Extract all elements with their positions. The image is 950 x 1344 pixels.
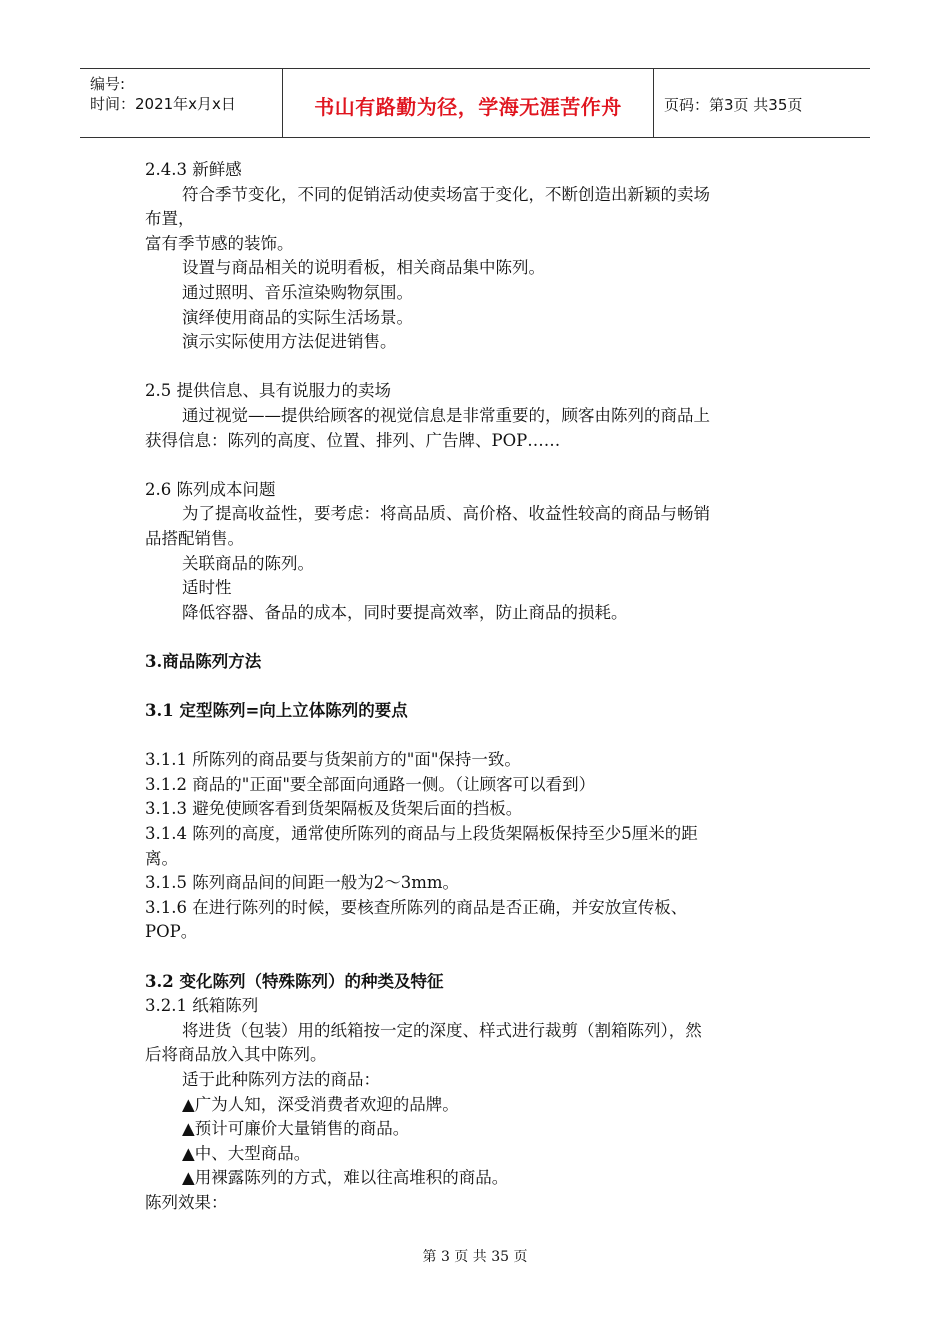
paragraph: 通过视觉——提供给顾客的视觉信息是非常重要的，顾客由陈列的商品上 [182,405,710,425]
list-item: 3.1.6 在进行陈列的时候，要核查所陈列的商品是否正确，并安放宣传板、 [145,897,688,917]
subsection-heading: 3.2.1 纸箱陈列 [145,996,259,1016]
list-item-continuation: 离。 [145,848,178,868]
section-heading: 3.1 定型陈列=向上立体陈列的要点 [145,701,408,721]
list-item-continuation: POP。 [145,922,198,942]
list-item: 降低容器、备品的成本，同时要提高效率，防止商品的损耗。 [182,602,628,622]
list-item: 3.1.2 商品的"正面"要全部面向通路一侧。（让顾客可以看到） [145,774,596,794]
bullet-item: ▲用裸露陈列的方式，难以往高堆积的商品。 [182,1168,509,1188]
bullet-item: ▲预计可廉价大量销售的商品。 [182,1119,410,1139]
header-motto-cell [282,69,654,137]
paragraph: 为了提高收益性，要考虑：将高品质、高价格、收益性较高的商品与畅销 [182,504,710,524]
paragraph: 将进货（包装）用的纸箱按一定的深度、样式进行裁剪（割箱陈列），然 [182,1020,702,1040]
section-heading: 2.4.3 新鲜感 [145,160,242,179]
list-item: 演示实际使用方法促进销售。 [182,332,397,352]
section-heading: 2.6 陈列成本问题 [145,479,276,499]
list-item: 3.1.5 陈列商品间的间距一般为2～3mm。 [145,873,460,893]
section-heading: 3.2 变化陈列（特殊陈列）的种类及特征 [145,971,444,991]
paragraph: 获得信息：陈列的高度、位置、排列、广告牌、POP…… [145,430,561,450]
page-footer: 第 3 页 共 35 页 [422,1249,528,1265]
bullet-item: ▲中、大型商品。 [182,1143,311,1163]
section-heading: 2.5 提供信息、具有说服力的卖场 [145,381,391,401]
header-motto: 书山有路勤为径，学海无涯苦作舟 [314,95,622,119]
paragraph: 后将商品放入其中陈列。 [145,1045,327,1065]
header-meta [80,69,280,137]
paragraph: 陈列效果： [145,1192,228,1212]
page-header [80,68,870,138]
chapter-heading: 3.商品陈列方法 [145,651,262,671]
paragraph: 品搭配销售。 [145,528,244,548]
paragraph: 富有季节感的装饰。 [145,233,294,253]
document-number-label: 编号: [90,75,126,93]
document-body [145,158,825,1216]
paragraph: 布置， [145,209,195,229]
paragraph: 符合季节变化，不同的促销活动使卖场富于变化，不断创造出新颖的卖场 [182,184,710,204]
list-item: 演绎使用商品的实际生活场景。 [182,307,413,327]
list-item: 适时性 [182,578,232,598]
header-page-cell [664,69,870,137]
document-date-label: 时间：2021年x月x日 [90,95,236,113]
paragraph: 适于此种陈列方法的商品： [182,1069,380,1089]
list-item: 3.1.4 陈列的高度，通常使所陈列的商品与上段货架隔板保持至少5厘米的距 [145,824,698,844]
bullet-item: ▲广为人知，深受消费者欢迎的品牌。 [182,1094,459,1114]
list-item: 关联商品的陈列。 [182,553,314,573]
list-item: 3.1.1 所陈列的商品要与货架前方的"面"保持一致。 [145,750,521,770]
list-item: 通过照明、音乐渲染购物氛围。 [182,282,413,302]
list-item: 设置与商品相关的说明看板，相关商品集中陈列。 [182,258,545,278]
header-page-label: 页码：第3页 共35页 [664,96,803,114]
list-item: 3.1.3 避免使顾客看到货架隔板及货架后面的挡板。 [145,799,523,819]
